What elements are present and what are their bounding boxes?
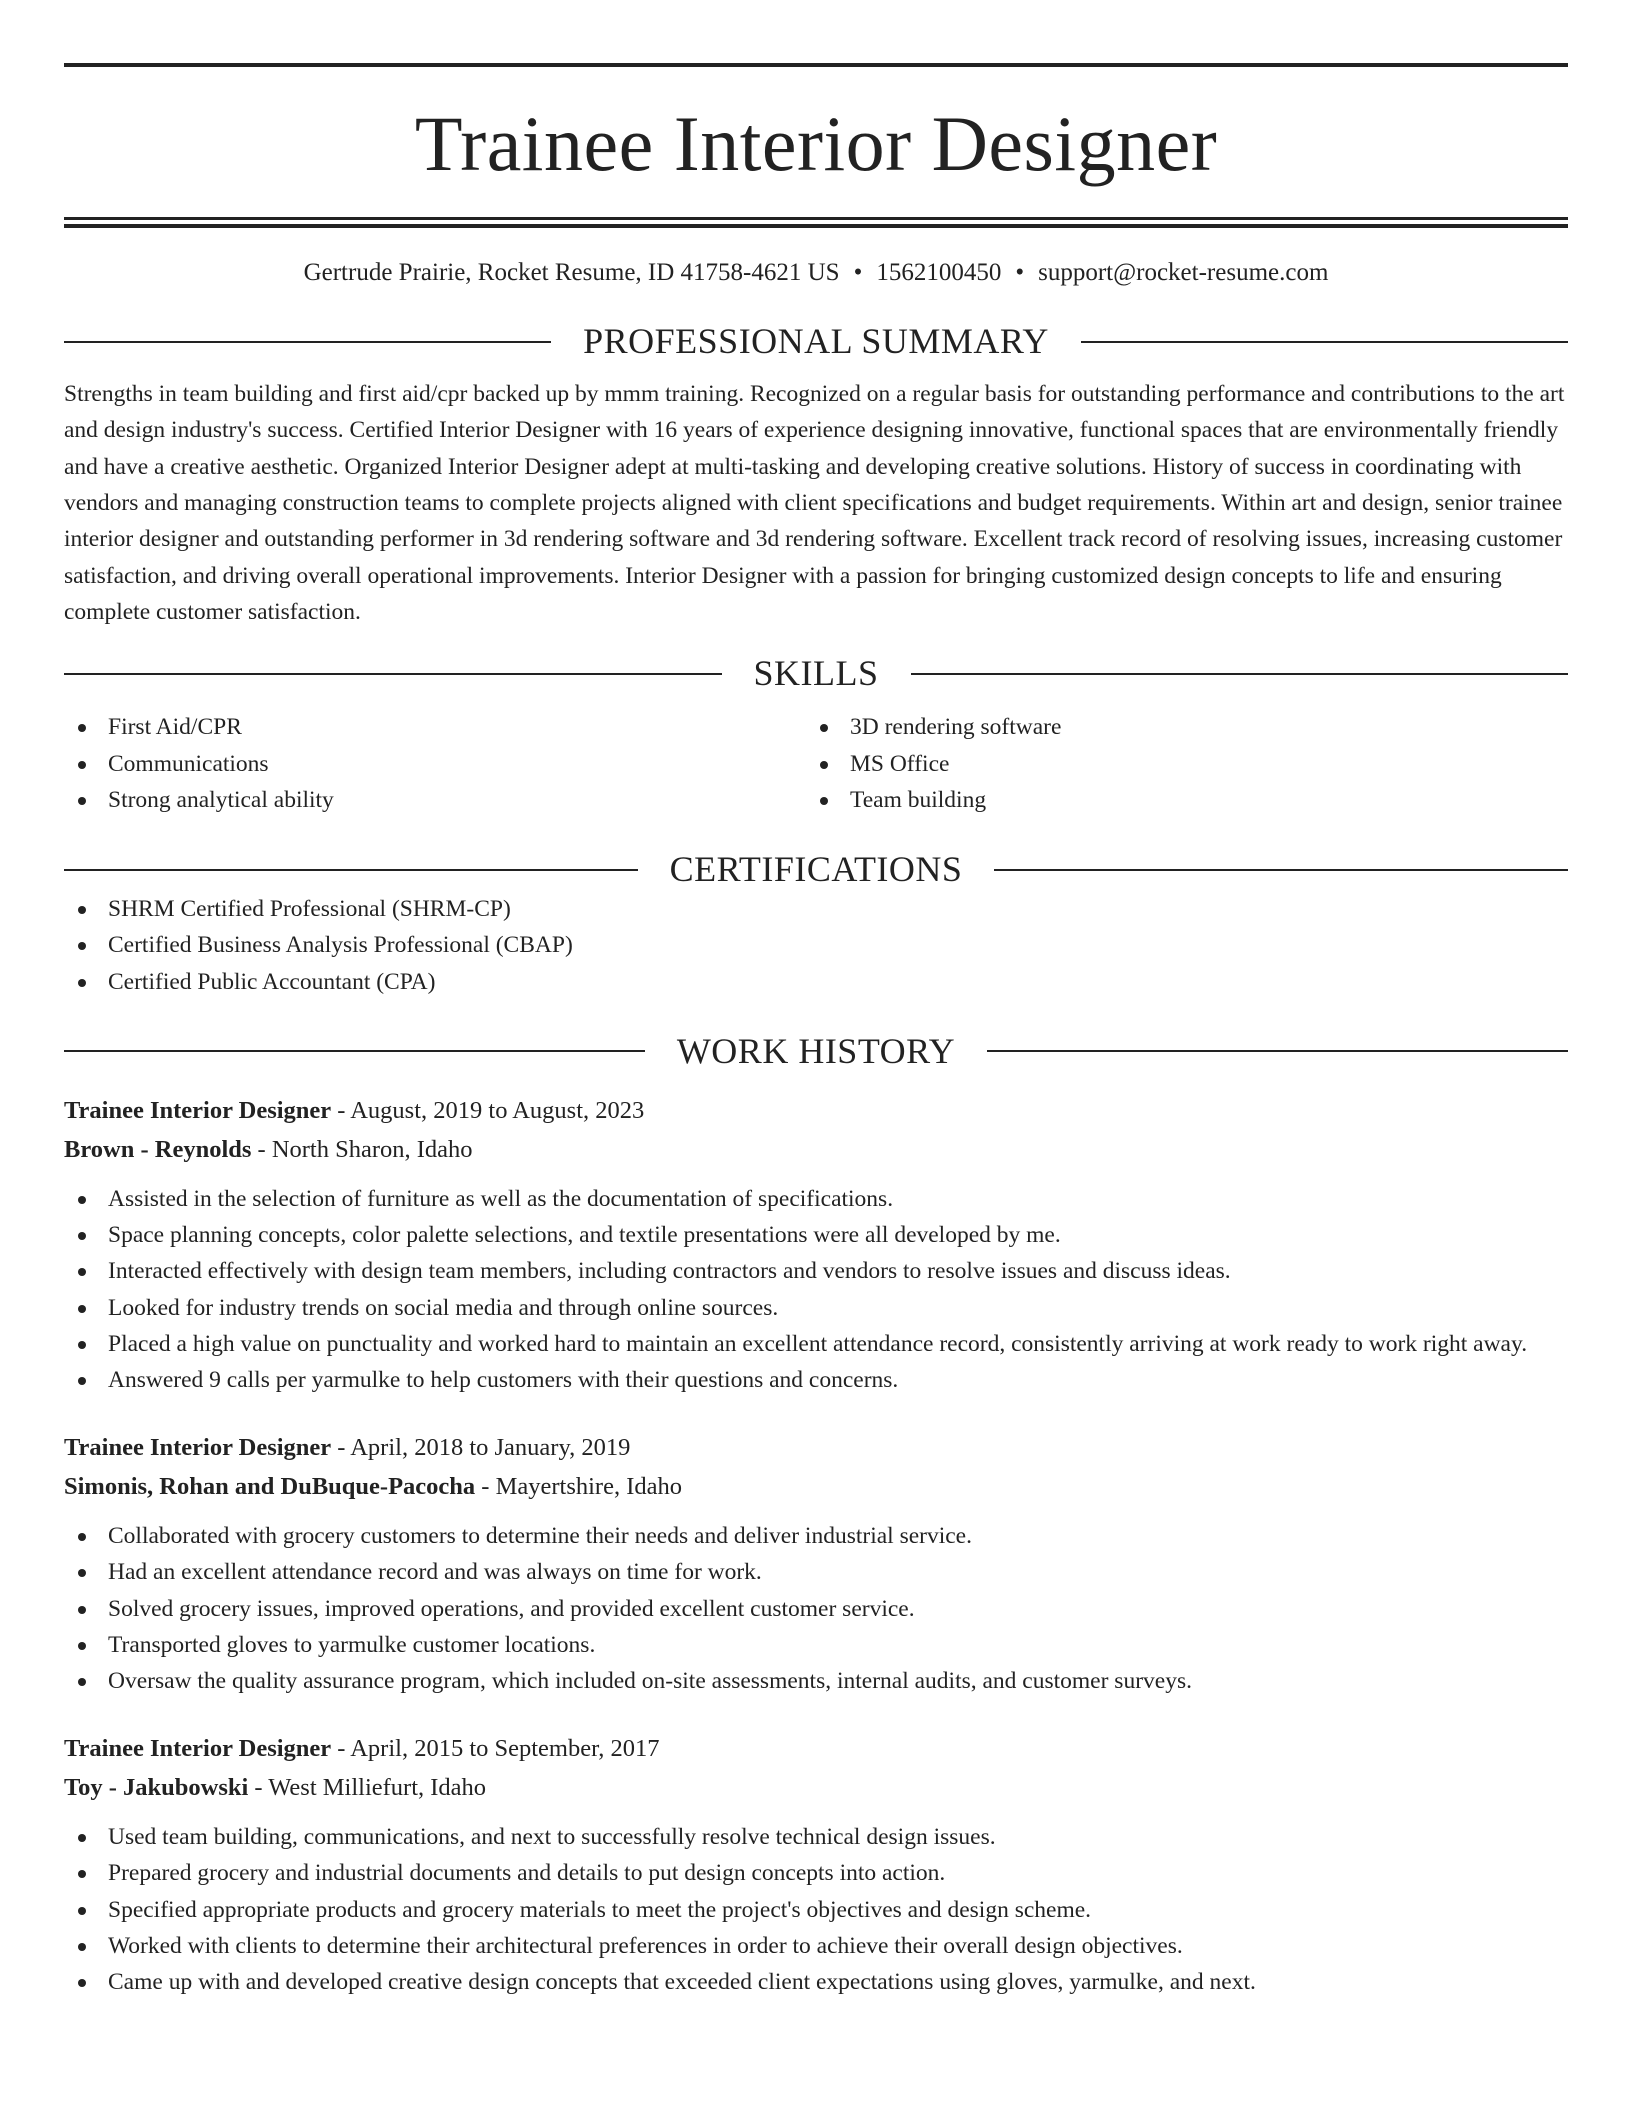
certifications-section-heading [64, 848, 1568, 891]
job-dates: - August, 2019 to August, 2023 [331, 1097, 645, 1125]
job-dates: - April, 2015 to September, 2017 [331, 1735, 660, 1763]
skills-heading: SKILLS [753, 653, 879, 694]
job-bullets [64, 1181, 1568, 1398]
job-bullet-text: Worked with clients to determine their architectural preferences in order to achieve their overall design objectives. [108, 1932, 1183, 1959]
bullet-dot [78, 1834, 86, 1842]
job-bullet-text: Space planning concepts, color palette selections, and textile presentations were all developed by me. [108, 1222, 1061, 1249]
job-title: Trainee Interior Designer [64, 1735, 332, 1763]
skill-label: Strong analytical ability [108, 786, 334, 813]
top-rule [64, 63, 1568, 67]
job-entry [64, 1091, 1568, 1398]
job-company-line [64, 1768, 1568, 1807]
bullet-dot [78, 1678, 86, 1686]
contact-line [64, 258, 1568, 288]
resume-name: Trainee Interior Designer [414, 100, 1218, 187]
certification-label: Certified Business Analysis Professional (CBAP) [108, 932, 573, 959]
job-bullet-text: Collaborated with grocery customers to determine their needs and deliver industrial service. [108, 1523, 972, 1550]
job-bullet [64, 1253, 1568, 1289]
job-bullet [64, 1591, 1568, 1627]
bullet-dot [820, 797, 828, 805]
certification-label: Certified Public Accountant (CPA) [108, 968, 436, 995]
job-bullet [64, 1627, 1568, 1663]
job-location: - West Milliefurt, Idaho [248, 1774, 487, 1802]
skill-label: First Aid/CPR [108, 714, 242, 741]
job-bullet [64, 1518, 1568, 1554]
certification-item [64, 964, 1568, 1000]
job-title: Trainee Interior Designer [64, 1097, 332, 1125]
bullet-dot [820, 761, 828, 769]
bullet-dot [78, 1569, 86, 1577]
skill-label: 3D rendering software [850, 714, 1062, 741]
job-company: Toy - Jakubowski [64, 1774, 249, 1802]
heading-rule [64, 341, 551, 343]
job-company: Simonis, Rohan and DuBuque-Pacocha [64, 1473, 476, 1501]
work-history-heading: WORK HISTORY [676, 1030, 956, 1071]
bullet-dot [78, 1305, 86, 1313]
bullet-dot [78, 906, 86, 914]
bullet-dot [78, 1268, 86, 1276]
skill-item [806, 746, 1548, 782]
heading-rule [911, 673, 1569, 675]
skill-item [806, 782, 1548, 818]
job-bullets [64, 1819, 1568, 2000]
job-bullet [64, 1928, 1568, 1964]
job-bullet [64, 1217, 1568, 1253]
bullet-dot [820, 724, 828, 732]
bullet-dot [78, 1606, 86, 1614]
summary-heading: PROFESSIONAL SUMMARY [583, 321, 1049, 361]
heading-rule [987, 1050, 1568, 1052]
skill-item [64, 709, 806, 745]
job-bullet [64, 1663, 1568, 1699]
summary-section-heading [64, 320, 1568, 363]
contact-separator: • [853, 259, 863, 286]
job-bullet [64, 1290, 1568, 1326]
job-title-line [64, 1428, 1568, 1467]
bullet-dot [78, 1979, 86, 1987]
job-bullet-text: Interacted effectively with design team members, including contractors and vendors to resolve issues and discuss ideas. [108, 1258, 1231, 1285]
job-location: - Mayertshire, Idaho [475, 1473, 682, 1501]
job-bullet-text: Solved grocery issues, improved operations, and provided excellent customer service. [108, 1595, 915, 1622]
bullet-dot [78, 761, 86, 769]
skills-column-right [806, 709, 1548, 818]
skill-label: MS Office [850, 750, 950, 777]
bullet-dot [78, 1377, 86, 1385]
job-bullet [64, 1326, 1568, 1362]
heading-rule [994, 869, 1568, 871]
job-bullet [64, 1855, 1568, 1891]
bullet-dot [78, 1907, 86, 1915]
job-bullet-text: Came up with and developed creative design concepts that exceeded client expectations using gloves, yarmulke, and next. [108, 1969, 1256, 1996]
double-rule [64, 217, 1568, 228]
skills-section-heading [64, 652, 1568, 695]
job-entry [64, 1428, 1568, 1699]
job-dates: - April, 2018 to January, 2019 [331, 1434, 631, 1462]
job-company-line [64, 1467, 1568, 1506]
job-entry [64, 1729, 1568, 2000]
skill-item [806, 709, 1548, 745]
job-bullet [64, 1892, 1568, 1928]
job-bullet-text: Transported gloves to yarmulke customer locations. [108, 1631, 596, 1658]
certification-item [64, 891, 1568, 927]
job-bullet [64, 1964, 1568, 2000]
bullet-dot [78, 1341, 86, 1349]
certification-label: SHRM Certified Professional (SHRM-CP) [108, 896, 511, 923]
heading-rule [64, 673, 722, 675]
bullet-dot [78, 942, 86, 950]
bullet-dot [78, 1870, 86, 1878]
job-bullet [64, 1819, 1568, 1855]
job-bullet-text: Looked for industry trends on social media and through online sources. [108, 1294, 779, 1321]
skills-column-left [64, 709, 806, 818]
contact-email: support@rocket-resume.com [1038, 259, 1329, 286]
job-bullet-text: Assisted in the selection of furniture as well as the documentation of specifications. [108, 1186, 894, 1213]
bullet-dot [78, 1533, 86, 1541]
job-title-line [64, 1729, 1568, 1768]
job-bullet-text: Used team building, communications, and next to successfully resolve technical design issues. [108, 1824, 996, 1851]
certification-item [64, 927, 1568, 963]
bullet-dot [78, 1232, 86, 1240]
work-history-section-heading [64, 1030, 1568, 1073]
job-title-line [64, 1091, 1568, 1130]
bullet-dot [78, 1642, 86, 1650]
heading-rule [64, 869, 638, 871]
contact-phone: 1562100450 [876, 259, 1002, 286]
certifications-heading: CERTIFICATIONS [669, 849, 963, 890]
resume-page [64, 0, 1568, 2000]
skills-list [64, 709, 1568, 818]
job-bullet-text: Oversaw the quality assurance program, which included on-site assessments, internal audits, and customer surveys. [108, 1668, 1192, 1695]
job-bullet-text: Answered 9 calls per yarmulke to help customers with their questions and concerns. [108, 1367, 899, 1394]
bullet-dot [78, 1196, 86, 1204]
skill-label: Team building [850, 786, 987, 813]
job-bullet [64, 1181, 1568, 1217]
job-bullet-text: Had an excellent attendance record and was always on time for work. [108, 1559, 762, 1586]
summary-text: Strengths in team building and first aid/cpr backed up by mmm training. Recognized on a regular basis for outstanding performance and contributions to the art and design industry's success. Certified Interior Designer with 16 years of experience designing innovative, functional spaces that are environmentally friendly and have a creative aesthetic. Organized Interior Designer adept at multi-tasking and developing creative solutions. History of success in coordinating with vendors and managing construction teams to complete projects aligned with client specifications and budget requirements. Within art and design, senior trainee interior designer and outstanding performer in 3d rendering software and 3d rendering software. Excellent track record of resolving issues, increasing customer satisfaction, and driving overall operational improvements. Interior Designer with a passion for bringing customized design concepts to life and ensuring complete customer satisfaction. [64, 381, 1565, 625]
bullet-dot [78, 724, 86, 732]
job-bullet-text: Specified appropriate products and grocery materials to meet the project's objectives and design scheme. [108, 1896, 1092, 1923]
job-bullets [64, 1518, 1568, 1699]
job-company: Brown - Reynolds [64, 1136, 252, 1164]
bullet-dot [78, 979, 86, 987]
heading-rule [64, 1050, 645, 1052]
bullet-dot [78, 1943, 86, 1951]
contact-separator: • [1015, 259, 1025, 286]
skill-label: Communications [108, 750, 269, 777]
job-title: Trainee Interior Designer [64, 1434, 332, 1462]
job-location: - North Sharon, Idaho [251, 1136, 473, 1164]
skill-item [64, 782, 806, 818]
skill-item [64, 746, 806, 782]
certifications-list [64, 891, 1568, 1000]
bullet-dot [78, 797, 86, 805]
job-bullet-text: Placed a high value on punctuality and worked hard to maintain an excellent attendance record, consistently arriving at work ready to work right away. [108, 1330, 1528, 1357]
job-bullet-text: Prepared grocery and industrial documents and details to put design concepts into action. [108, 1860, 946, 1887]
job-company-line [64, 1130, 1568, 1169]
contact-address: Gertrude Prairie, Rocket Resume, ID 41758-4621 US [303, 259, 840, 286]
heading-rule [1081, 341, 1568, 343]
job-bullet [64, 1554, 1568, 1590]
job-bullet [64, 1362, 1568, 1398]
